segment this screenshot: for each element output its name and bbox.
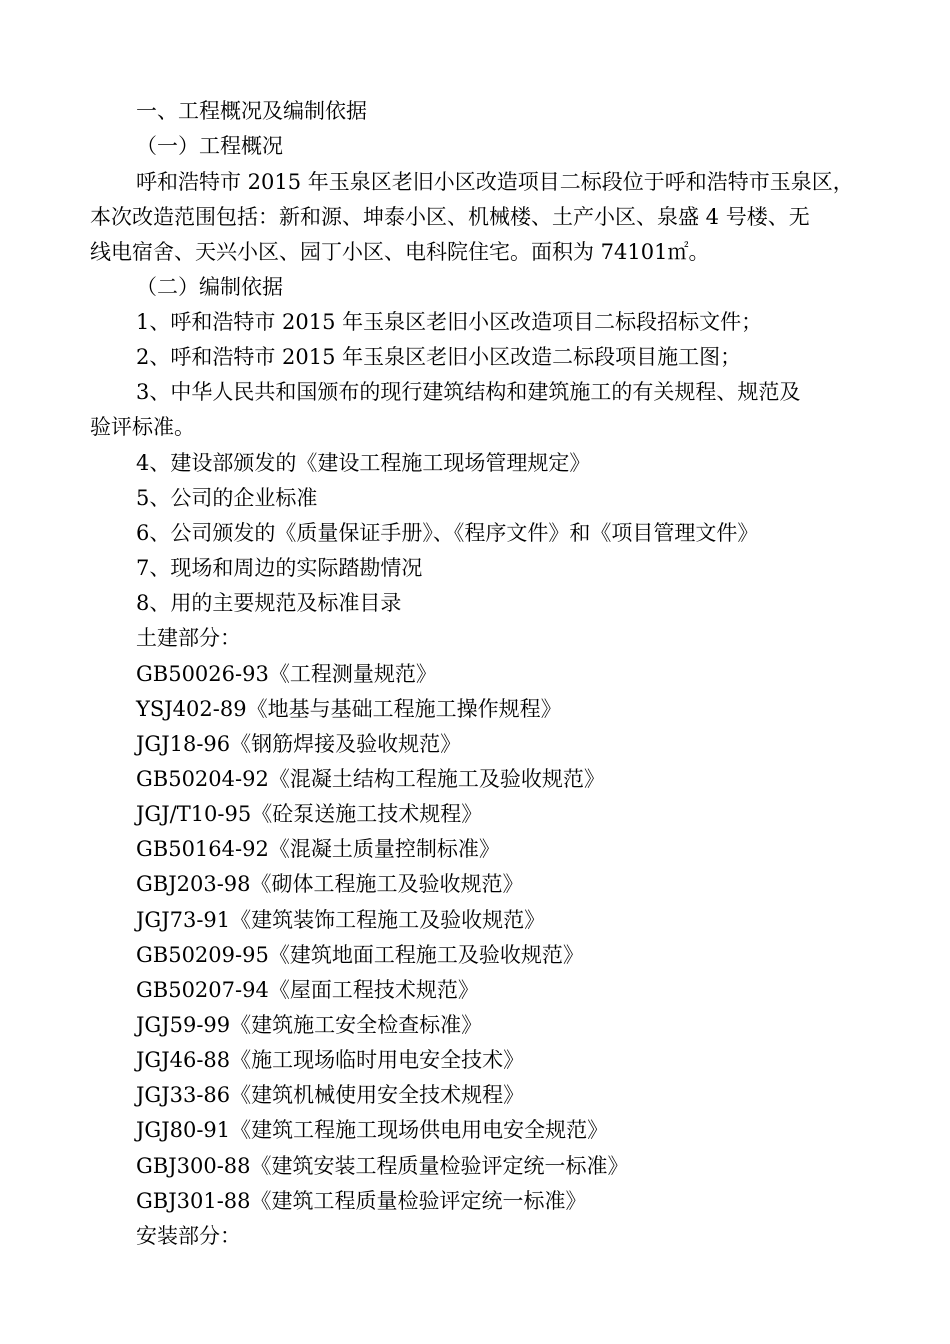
basis-item: 5、公司的企业标准 bbox=[136, 486, 318, 510]
basis-item: 6、公司颁发的《质量保证手册》、《程序文件》和《项目管理文件》 bbox=[136, 521, 759, 545]
section-title-basis: （二）编制依据 bbox=[136, 275, 283, 299]
standard-item: GB50207-94《屋面工程技术规范》 bbox=[136, 978, 479, 1002]
standard-item: GB50209-95《建筑地面工程施工及验收规范》 bbox=[136, 943, 584, 967]
standard-item: GBJ203-98《砌体工程施工及验收规范》 bbox=[136, 872, 524, 896]
overview-line: 呼和浩特市 2015 年玉泉区老旧小区改造项目二标段位于呼和浩特市玉泉区， bbox=[136, 170, 854, 194]
standard-item: GB50026-93《工程测量规范》 bbox=[136, 662, 437, 686]
section-title-overview: （一）工程概况 bbox=[136, 134, 283, 158]
standard-item: JGJ/T10-95《砼泵送施工技术规程》 bbox=[136, 802, 483, 826]
standard-item: JGJ59-99《建筑施工安全检查标准》 bbox=[136, 1013, 483, 1037]
standard-item: GB50204-92《混凝土结构工程施工及验收规范》 bbox=[136, 767, 605, 791]
overview-line: 本次改造范围包括：新和源、坤泰小区、机械楼、土产小区、泉盛 4 号楼、无 bbox=[90, 205, 810, 229]
standard-item: JGJ18-96《钢筋焊接及验收规范》 bbox=[136, 732, 462, 756]
standard-item: GBJ300-88《建筑安装工程质量检验评定统一标准》 bbox=[136, 1154, 629, 1178]
basis-item: 3、中华人民共和国颁布的现行建筑结构和建筑施工的有关规程、规范及 bbox=[136, 380, 801, 404]
standard-item: JGJ46-88《施工现场临时用电安全技术》 bbox=[136, 1048, 525, 1072]
basis-item: 7、现场和周边的实际踏勘情况 bbox=[136, 556, 423, 580]
standard-item: JGJ80-91《建筑工程施工现场供电用电安全规范》 bbox=[136, 1118, 609, 1142]
basis-item: 4、建设部颁发的《建设工程施工现场管理规定》 bbox=[136, 451, 591, 475]
heading: 一、工程概况及编制依据 bbox=[136, 99, 367, 123]
standard-item: JGJ33-86《建筑机械使用安全技术规程》 bbox=[136, 1083, 525, 1107]
basis-item: 2、呼和浩特市 2015 年玉泉区老旧小区改造二标段项目施工图； bbox=[136, 345, 742, 369]
standard-item: GBJ301-88《建筑工程质量检验评定统一标准》 bbox=[136, 1189, 587, 1213]
basis-item: 1、呼和浩特市 2015 年玉泉区老旧小区改造项目二标段招标文件； bbox=[136, 310, 763, 334]
basis-item-continued: 验评标准。 bbox=[90, 415, 195, 439]
civil-section-title: 土建部分： bbox=[136, 626, 241, 650]
standard-item: JGJ73-91《建筑装饰工程施工及验收规范》 bbox=[136, 908, 546, 932]
standard-item: YSJ402-89《地基与基础工程施工操作规程》 bbox=[136, 697, 562, 721]
basis-item: 8、用的主要规范及标准目录 bbox=[136, 591, 402, 615]
install-section-title: 安装部分： bbox=[136, 1224, 241, 1248]
overview-line: 线电宿舍、天兴小区、园丁小区、电科院住宅。面积为 74101㎡。 bbox=[90, 240, 710, 264]
standard-item: GB50164-92《混凝土质量控制标准》 bbox=[136, 837, 500, 861]
